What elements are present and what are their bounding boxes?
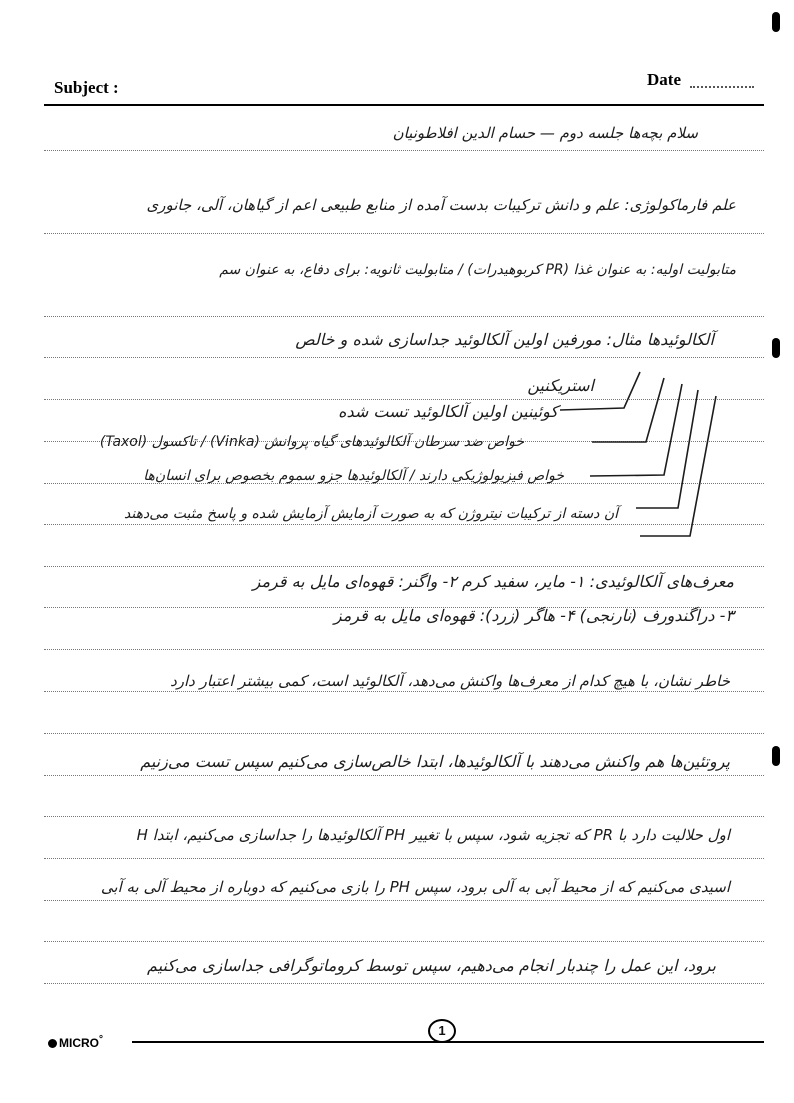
handwritten-line: سلام بچه‌ها جلسه دوم — حسام الدین افلاطونیان bbox=[392, 124, 698, 142]
handwritten-line: معرف‌های آلکالوئیدی: ۱- مایر، سفید کرم ۲- واگنر: قهوه‌ای مایل به قرمز bbox=[252, 572, 734, 591]
handwritten-line: برود، این عمل را چندبار انجام می‌دهیم، سپس توسط کروماتوگرافی جداسازی می‌کنیم bbox=[147, 956, 716, 975]
subject-label: Subject : bbox=[54, 78, 119, 97]
handwritten-line: متابولیت اولیه: به عنوان غذا (PR کربوهیدرات) / متابولیت ثانویه: برای دفاع، به عنوان سم bbox=[219, 262, 736, 278]
handwritten-line: ۳- دراگندورف (نارنجی) ۴- هاگر (زرد): قهوه‌ای مایل به قرمز bbox=[333, 606, 734, 625]
brand-dot-icon bbox=[48, 1039, 57, 1048]
handwritten-line: خواص فیزیولوژیکی دارند / آلکالوئیدها جزو سموم بخصوص برای انسان‌ها bbox=[143, 468, 564, 484]
handwritten-line: اول حلالیت دارد با PR که تجزیه شود، سپس با تغییر PH آلکالوئیدها را جداسازی می‌کنیم، ابتدا H bbox=[136, 826, 730, 844]
brand-name: MICRO bbox=[59, 1036, 99, 1050]
handwritten-line: کوئینین اولین آلکالوئید تست شده bbox=[338, 402, 558, 421]
handwritten-line: اسیدی می‌کنیم که از محیط آبی به آلی برود، سپس PH را بازی می‌کنیم که دوباره از محیط آلی به آبی bbox=[100, 878, 730, 896]
page-number: 1 bbox=[428, 1019, 456, 1043]
handwritten-line: آن دسته از ترکیبات نیتروژن که به صورت آزمایش آزمایش شده و پاسخ مثبت می‌دهند bbox=[124, 506, 618, 522]
date-label: Date bbox=[647, 70, 681, 89]
handwritten-line: آلکالوئیدها مثال: مورفین اولین آلکالوئید جداسازی شده و خالص bbox=[295, 330, 714, 349]
brand-registered-mark: ° bbox=[99, 1034, 103, 1045]
brand-logo bbox=[48, 1034, 103, 1050]
handwritten-line: استریکنین bbox=[527, 376, 594, 395]
handwritten-line: خواص ضد سرطان آلکالوئیدهای گیاه پروانش (Vinka) / تاکسول (Taxol) bbox=[99, 434, 524, 450]
handwritten-line: پروتئین‌ها هم واکنش می‌دهند با آلکالوئیدها، ابتدا خالص‌سازی می‌کنیم سپس تست می‌زنیم bbox=[140, 752, 730, 771]
handwritten-line: علم فارماکولوژی: علم و دانش ترکیبات بدست آمده از منابع طبیعی اعم از گیاهان، آلی، جانوری bbox=[146, 196, 736, 214]
handwritten-line: خاطر نشان، با هیچ کدام از معرف‌ها واکنش می‌دهد، آلکالوئید است، کمی بیشتر اعتبار دارد bbox=[170, 672, 730, 690]
